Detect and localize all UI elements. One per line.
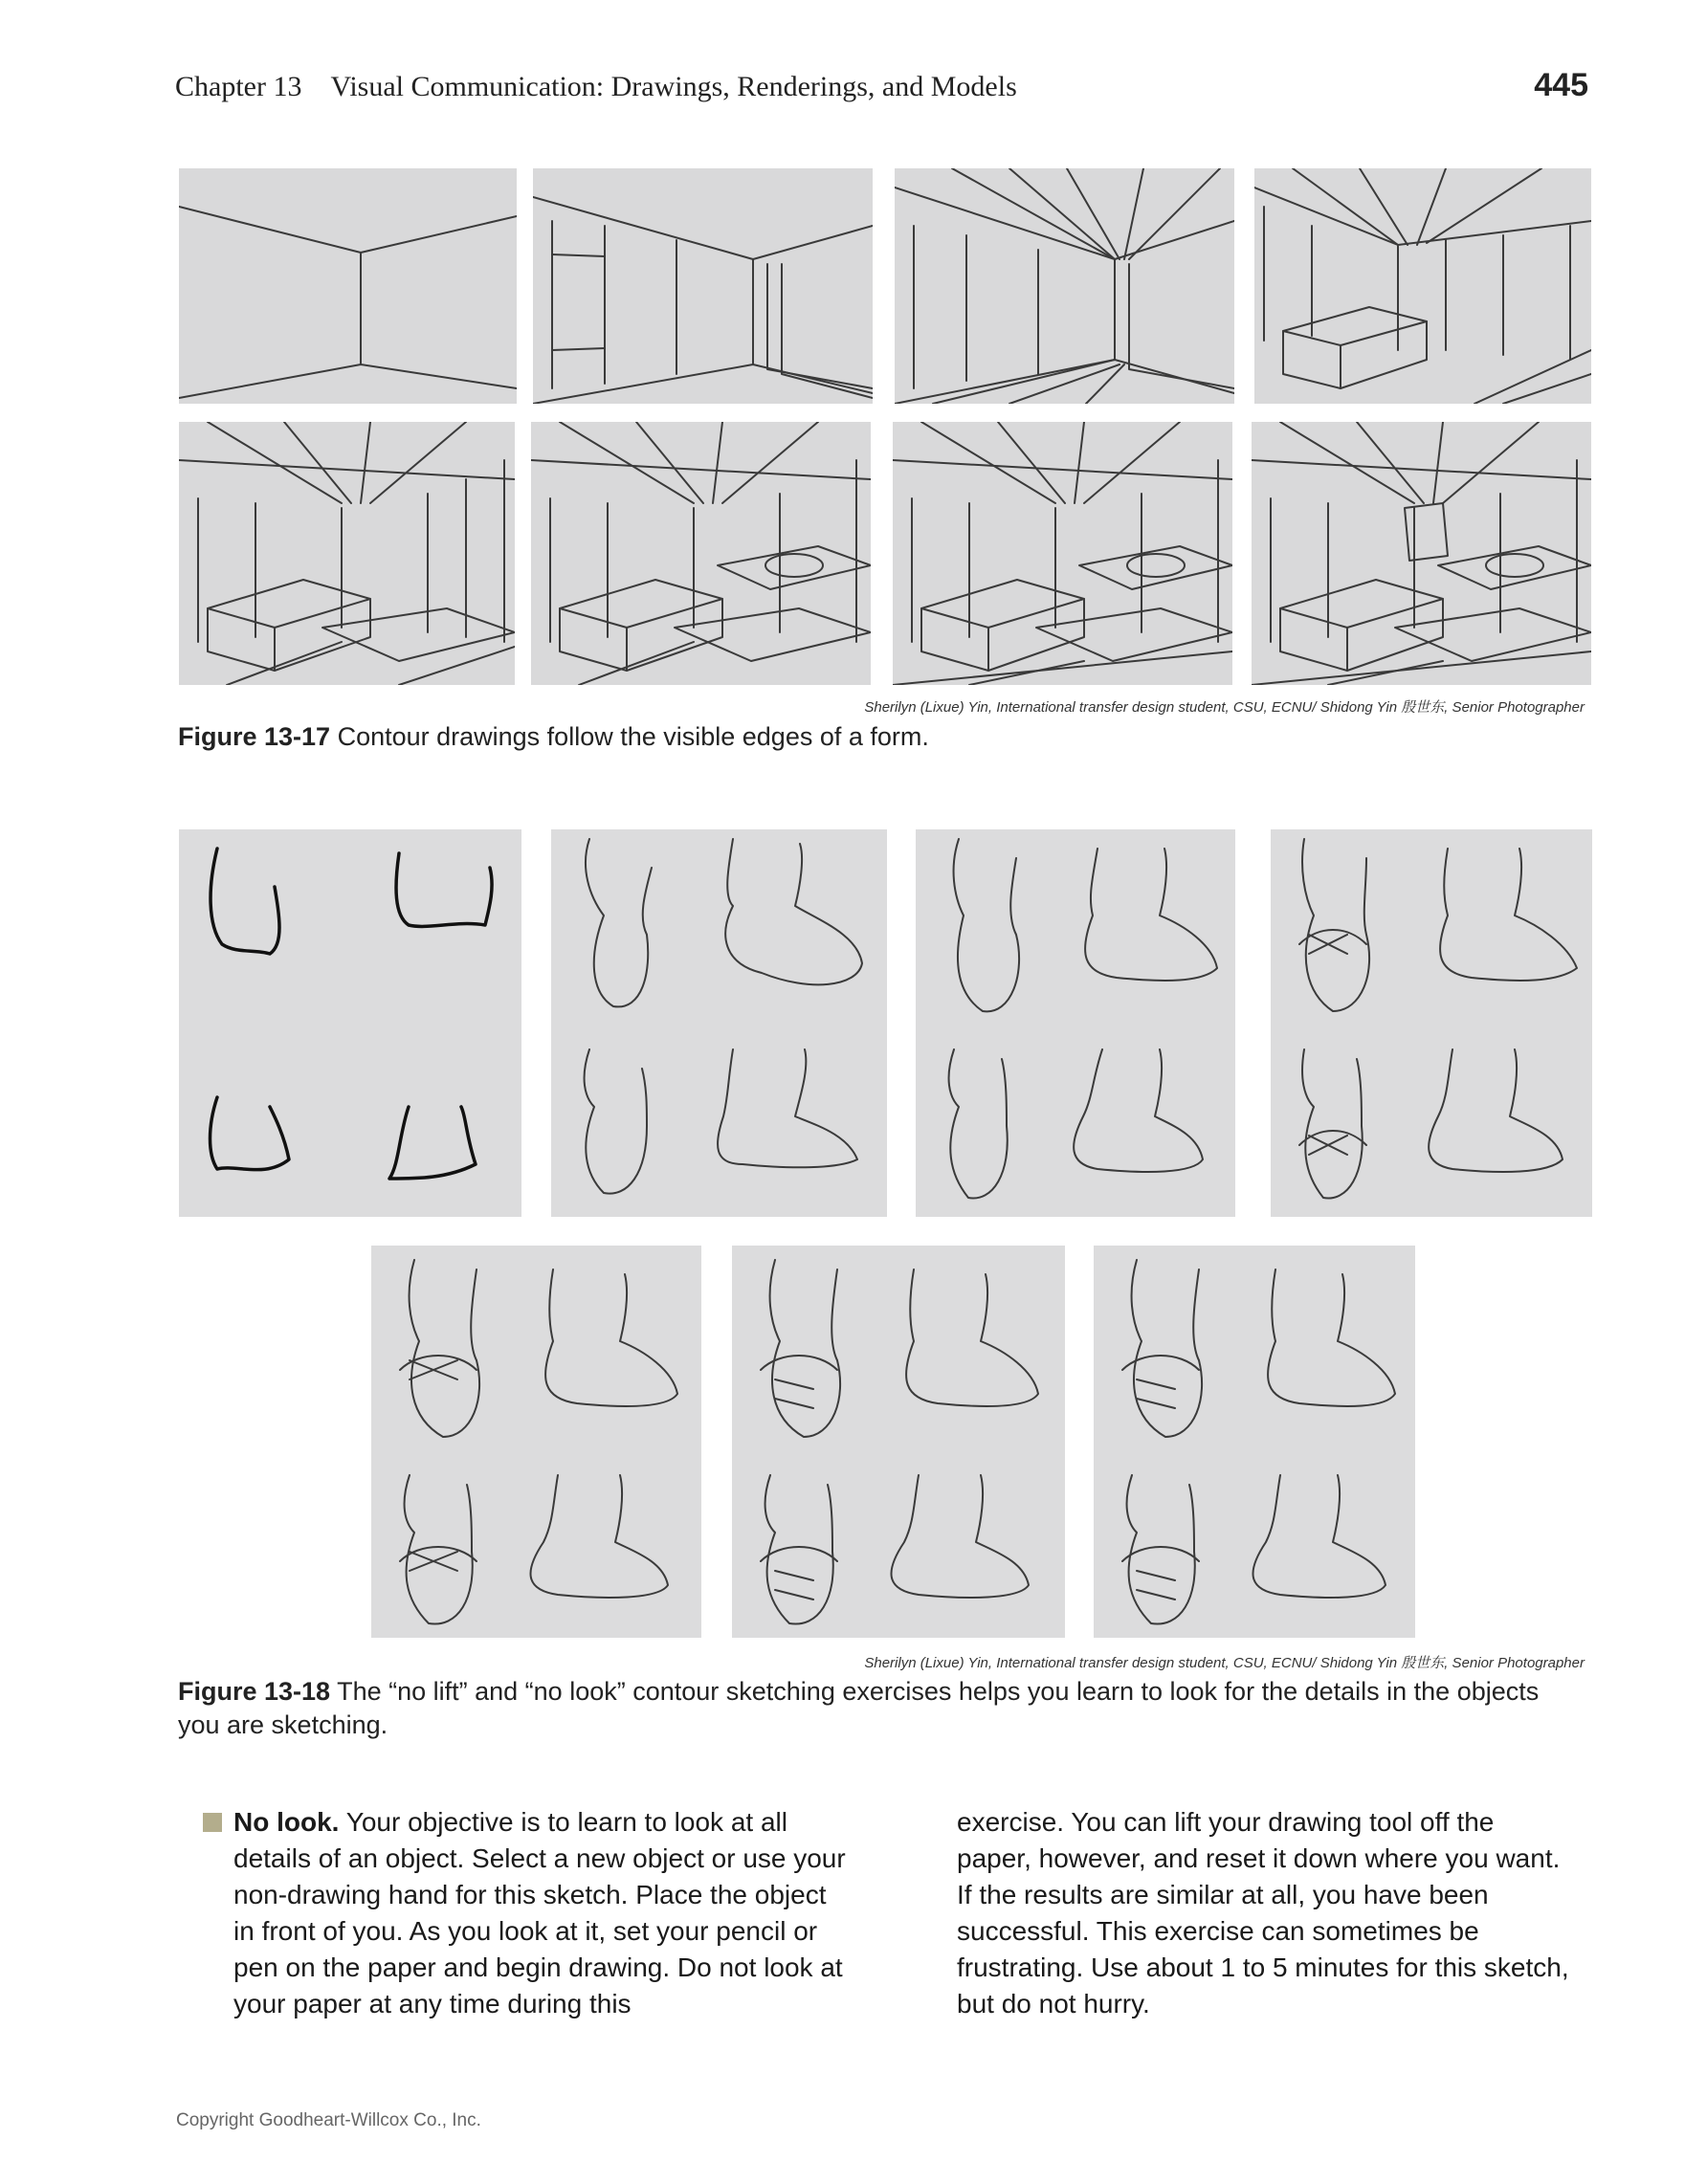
room-sketch-5 [179,422,515,685]
room-sketch-8 [1252,422,1591,685]
figure-13-17-credit: Sherilyn (Lixue) Yin, International transfer design student, CSU, ECNU/ Shidong Yin 殷世东, Senior Photographer [864,699,1585,716]
bullet-marker [203,1813,222,1832]
room-sketch-7 [893,422,1232,685]
room-sketch-6 [531,422,871,685]
body-column-right [957,1804,1569,2022]
figure-13-18-caption [178,1675,1556,1742]
figure-13-17-text: Contour drawings follow the visible edges of a form. [330,722,929,751]
no-look-heading: No look. [233,1807,340,1837]
body-column-left [233,1804,846,2022]
foot-sketch-3 [916,829,1235,1217]
copyright-footer: Copyright Goodheart-Willcox Co., Inc. [176,2110,481,2130]
foot-sketch-5 [371,1246,701,1638]
figure-13-18-label: Figure 13-18 [178,1677,331,1706]
no-look-paragraph: Your objective is to learn to look at all details of an object. Select a new object or use your non-drawing hand for this sketch. Place the object in front of you. As you look at it, set your pencil or pen on the paper and begin drawing. Do not look at your paper at any time during this [233,1807,846,2019]
room-sketch-3 [895,168,1234,404]
foot-sketch-6 [732,1246,1065,1638]
page-number: 445 [1534,67,1588,103]
figure-13-17-label: Figure 13-17 [178,722,331,751]
foot-sketch-7 [1094,1246,1415,1638]
figure-13-17-caption [178,720,1556,754]
foot-sketch-4 [1271,829,1592,1217]
room-sketch-4 [1254,168,1591,404]
figure-13-18-credit: Sherilyn (Lixue) Yin, International transfer design student, CSU, ECNU/ Shidong Yin 殷世东, Senior Photographer [864,1655,1585,1671]
room-sketch-1 [179,168,517,404]
no-look-paragraph-continued: exercise. You can lift your drawing tool off the paper, however, and reset it down where you want. If the results are similar at all, you have been successful. This exercise can sometimes be frustrating. Use about 1 to 5 minutes for this sketch, but do not hurry. [957,1807,1569,2019]
foot-sketch-2 [551,829,887,1217]
room-sketch-2 [533,168,873,404]
figure-13-18-text: The “no lift” and “no look” contour sketching exercises helps you learn to look for the details in the objects you are sketching. [178,1677,1540,1739]
chapter-header: Chapter 13 Visual Communication: Drawings, Renderings, and Models [175,71,1017,102]
foot-sketch-1 [179,829,521,1217]
